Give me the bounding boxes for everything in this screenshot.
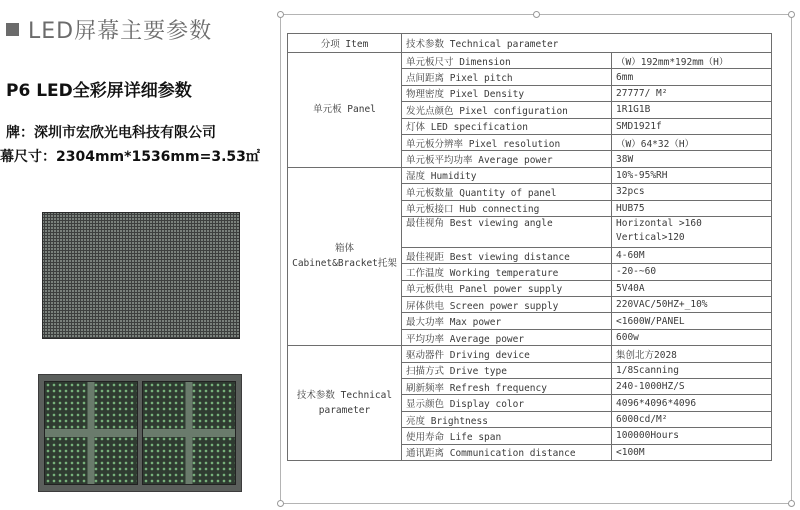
param-cell: 平均功率 Average power (402, 329, 612, 345)
led-panel-back-photo (38, 374, 242, 492)
param-cell: 单元板平均功率 Average power (402, 151, 612, 167)
value-cell: 6mm (612, 69, 772, 85)
value-cell: 240-1000HZ/S (612, 379, 772, 395)
param-cell: 工作温度 Working temperature (402, 264, 612, 280)
corner-dot (277, 500, 284, 507)
spec-table (287, 33, 772, 461)
corner-dot (277, 11, 284, 18)
value-cell: Horizontal >160 Vertical>120 (612, 216, 772, 247)
param-cell: 单元板尺寸 Dimension (402, 53, 612, 69)
section-heading (6, 14, 212, 45)
param-cell: 单元板分辨率 Pixel resolution (402, 134, 612, 150)
panel-back-module (44, 381, 138, 485)
value-cell: 1R1G1B (612, 102, 772, 118)
param-cell: 最佳视角 Best viewing angle (402, 216, 612, 247)
value-cell: 100000Hours (612, 428, 772, 444)
table-row (288, 53, 772, 69)
param-cell: 湿度 Humidity (402, 167, 612, 183)
param-cell: 驱动器件 Driving device (402, 346, 612, 362)
value-cell: 4096*4096*4096 (612, 395, 772, 411)
value-cell: <1600W/PANEL (612, 313, 772, 329)
param-cell: 点间距离 Pixel pitch (402, 69, 612, 85)
value-cell: 10%-95%RH (612, 167, 772, 183)
param-cell: 单元板接口 Hub connecting (402, 200, 612, 216)
value-cell: 集创北方2028 (612, 346, 772, 362)
param-cell: 单元板供电 Panel power supply (402, 280, 612, 296)
left-panel (0, 0, 270, 510)
panel-back-module (142, 381, 236, 485)
group-category-cell: 单元板 Panel (288, 53, 402, 168)
group-category-cell: 箱体 Cabinet&Bracket托架 (288, 167, 402, 346)
value-cell: 6000cd/M² (612, 411, 772, 427)
header-category: 分项 Item (288, 34, 402, 53)
corner-dot (533, 11, 540, 18)
spec-sheet (280, 14, 792, 504)
param-cell: 发光点颜色 Pixel configuration (402, 102, 612, 118)
value-cell: SMD1921f (612, 118, 772, 134)
param-cell: 灯体 LED specification (402, 118, 612, 134)
led-panel-front-photo (42, 212, 240, 339)
param-cell: 通讯距离 Communication distance (402, 444, 612, 460)
param-cell: 使用寿命 Life span (402, 428, 612, 444)
param-cell: 亮度 Brightness (402, 411, 612, 427)
table-header-row (288, 34, 772, 53)
table-row (288, 167, 772, 183)
table-row (288, 346, 772, 362)
param-cell: 扫描方式 Drive type (402, 362, 612, 378)
section-heading-text: LED屏幕主要参数 (28, 19, 213, 44)
group-category-cell: 技术参数 Technical parameter (288, 346, 402, 461)
header-parameter: 技术参数 Technical parameter (402, 34, 772, 53)
square-bullet-icon (6, 23, 19, 36)
value-cell: （W）64*32（H） (612, 134, 772, 150)
value-cell: 27777/ M² (612, 85, 772, 101)
value-cell: 4-60M (612, 247, 772, 263)
value-cell: 600w (612, 329, 772, 345)
param-cell: 最佳视距 Best viewing distance (402, 247, 612, 263)
value-cell: 38W (612, 151, 772, 167)
value-cell: -20-~60 (612, 264, 772, 280)
corner-dot (788, 11, 795, 18)
corner-dot (788, 500, 795, 507)
value-cell: 5V40A (612, 280, 772, 296)
value-cell: （W）192mm*192mm（H） (612, 53, 772, 69)
param-cell: 最大功率 Max power (402, 313, 612, 329)
value-cell: <100M (612, 444, 772, 460)
product-subtitle: P6 LED全彩屏详细参数 (6, 81, 192, 101)
param-cell: 显示颜色 Display color (402, 395, 612, 411)
value-cell: 1/8Scanning (612, 362, 772, 378)
param-cell: 物理密度 Pixel Density (402, 85, 612, 101)
brand-line: 牌：深圳市宏欣光电科技有限公司 (6, 125, 216, 141)
value-cell: 32pcs (612, 184, 772, 200)
param-cell: 屏体供电 Screen power supply (402, 297, 612, 313)
param-cell: 单元板数量 Quantity of panel (402, 184, 612, 200)
value-cell: 220VAC/50HZ+_10% (612, 297, 772, 313)
param-cell: 刷新频率 Refresh frequency (402, 379, 612, 395)
value-cell: HUB75 (612, 200, 772, 216)
screen-size-line: 幕尺寸：2304mm*1536mm=3.53㎡ (0, 149, 260, 165)
